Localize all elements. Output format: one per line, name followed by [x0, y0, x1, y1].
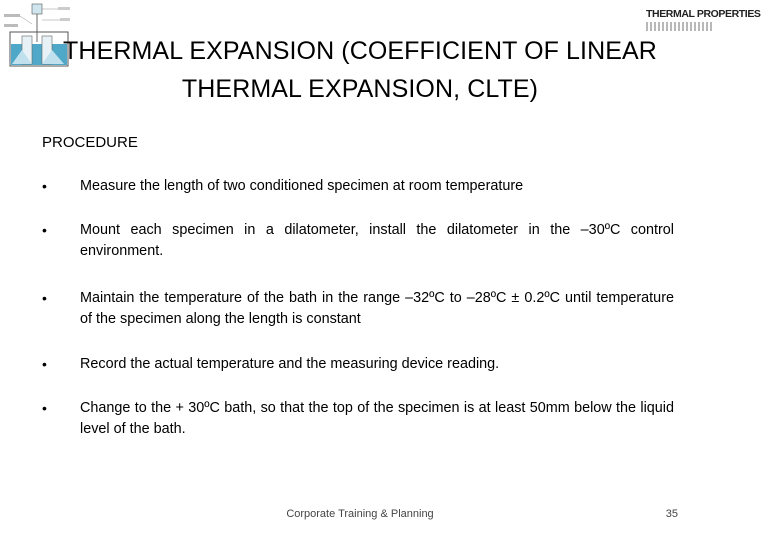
list-item-text: Mount each specimen in a dilatometer, install the dilatometer in the –30ºC control environment. — [80, 222, 674, 259]
bullet-icon: • — [42, 290, 47, 306]
bullet-icon: • — [42, 178, 47, 194]
bullet-icon: • — [42, 400, 47, 416]
list-item-text: Change to the + 30ºC bath, so that the top of the specimen is at least 50mm below the liquid level of the bath. — [80, 400, 674, 437]
bullet-icon: • — [42, 222, 47, 238]
list-item — [42, 398, 674, 440]
list-item — [42, 220, 674, 262]
footer-text: Corporate Training & Planning — [286, 508, 434, 520]
bullet-icon: • — [42, 356, 47, 372]
logo-subtitle-decoration — [646, 22, 712, 31]
list-item — [42, 176, 523, 197]
list-item-text: Maintain the temperature of the bath in the range –32ºC to –28ºC ± 0.2ºC until temperature of the specimen along the length is constant — [80, 290, 674, 327]
list-item — [42, 288, 674, 330]
list-item-text: Record the actual temperature and the measuring device reading. — [80, 356, 500, 372]
logo-text: THERMAL PROPERTIES — [646, 8, 761, 20]
section-heading: PROCEDURE — [42, 134, 138, 151]
slide-title — [30, 32, 690, 108]
list-item-text: Measure the length of two conditioned specimen at room temperature — [80, 178, 524, 194]
page-number: 35 — [665, 508, 678, 520]
list-item — [42, 354, 499, 375]
title-line-2: THERMAL EXPANSION, CLTE) — [181, 75, 539, 103]
title-line-1: THERMAL EXPANSION (COEFFICIENT OF LINEAR — [63, 37, 657, 65]
